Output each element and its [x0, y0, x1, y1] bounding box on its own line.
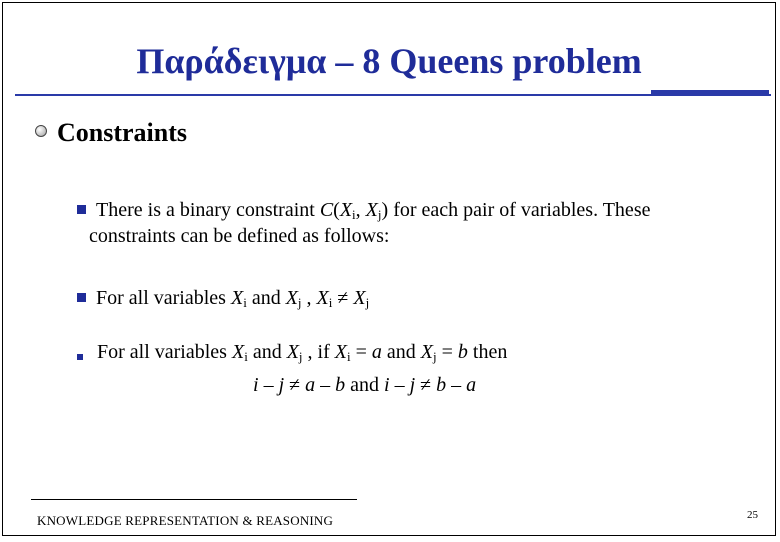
title-underline-accent	[651, 90, 769, 96]
footer-divider	[31, 499, 357, 500]
square-bullet-icon	[77, 205, 86, 214]
bullet-diagonal-constraint: For all variables $X_i$ and $X_j$ , if $X_i = a$ and $X_j = b$ then	[77, 339, 507, 365]
diagonal-formula: i – j ≠ a – b and i – j ≠ b – a	[253, 374, 477, 396]
square-bullet-icon	[77, 354, 83, 360]
sphere-bullet-icon	[35, 125, 47, 137]
slide-title: Παράδειγμα – 8 Queens problem	[136, 41, 642, 81]
square-bullet-icon	[77, 293, 86, 302]
bullet-binary-constraint-continuation: constraints can be defined as follows:	[89, 225, 390, 247]
bullet-binary-constraint: There is a binary constraint $C(X_i$, $X_j$) for each pair of variables. These constraints can be defined as follows:	[77, 197, 650, 249]
section-heading-text: Constraints	[57, 118, 188, 147]
footer-text: KNOWLEDGE REPRESENTATION & REASONING	[37, 513, 334, 528]
page-number: 25	[747, 509, 758, 521]
bullet-all-different: For all variables $X_i$ and $X_j$ , $X_i \ne X_j$	[77, 285, 369, 311]
slide	[2, 2, 776, 536]
section-heading	[35, 117, 187, 149]
